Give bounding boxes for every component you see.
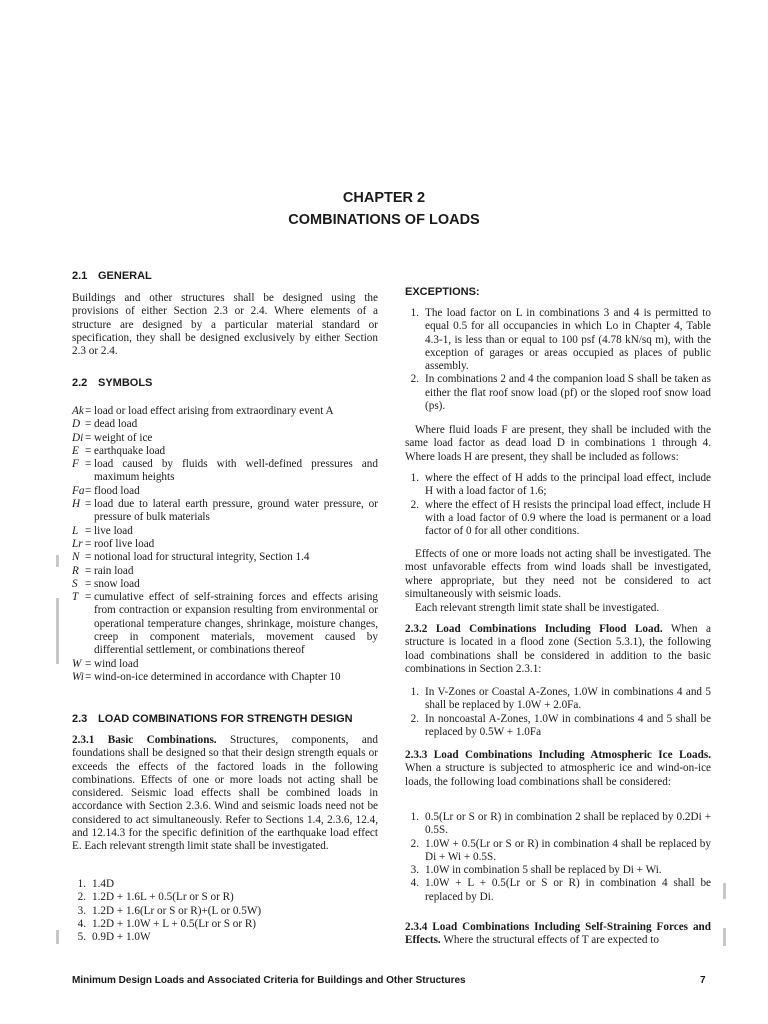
page-number: 7 xyxy=(700,975,706,986)
equals-sign: = xyxy=(85,670,92,683)
h-load-item xyxy=(405,499,711,539)
change-bar xyxy=(56,555,59,567)
ice-list xyxy=(405,811,711,904)
self-straining-heading: 2.3.4 Load Combinations Including Self-Straining Forces and Effects. xyxy=(405,921,711,947)
equals-sign: = xyxy=(85,431,92,444)
equals-sign: = xyxy=(85,537,92,550)
symbol-definition: roof live load xyxy=(94,537,155,550)
each-limit-state-paragraph: Each relevant strength limit state shall be investigated. xyxy=(415,602,660,614)
symbol-definition: load caused by fluids with well-defined pressures and maximum heights xyxy=(94,458,378,484)
list-text: where the effect of H adds to the principal load effect, include H with a load factor of 1.6; xyxy=(425,472,711,498)
list-text: 1.0W + L + 0.5(Lr or S or R) in combination 4 shall be replaced by Di. xyxy=(425,877,711,903)
effects-paragraph: Effects of one or more loads not acting shall be investigated. The most unfavorable effects from wind loads shall be investigated, where appropriate, but they need not be considered to act simultaneously with seismic loads. xyxy=(405,548,711,600)
symbol-row xyxy=(72,525,378,538)
section-2-1-heading: 2.1 GENERAL xyxy=(72,270,152,282)
equals-sign: = xyxy=(85,551,92,564)
list-text: 1.2D + 1.0W + L + 0.5(Lr or S or R) xyxy=(92,917,257,930)
basic-combinations-paragraph xyxy=(72,734,378,854)
list-text: The load factor on L in combinations 3 and 4 is permitted to equal 0.5 for all occupancies in which Lo in Chapter 4, Table 4.3-1, is less than or equal to 100 psf (4.78 kN/sq m), with the exception of garages or areas occupied as places of public assembly. xyxy=(425,307,711,373)
exception-item xyxy=(405,307,711,373)
change-bar xyxy=(723,883,726,899)
combination-list xyxy=(72,878,378,944)
list-text: 1.2D + 1.6(Lr or S or R)+(L or 0.5W) xyxy=(92,904,262,917)
section-2-2-heading: 2.2 SYMBOLS xyxy=(72,377,153,389)
symbol: L xyxy=(72,524,79,537)
general-paragraph: Buildings and other structures shall be designed using the provisions of either Section 2.3 or 2.4. Where elements of a structure are designed by a particular material standard or specification, they shall be designed exclusively by either Section 2.3 or 2.4. xyxy=(72,292,378,358)
equals-sign: = xyxy=(85,657,92,670)
symbol: D xyxy=(72,418,81,431)
list-number: 3. xyxy=(410,864,419,877)
symbol-definition: wind load xyxy=(94,657,139,670)
list-text: In noncoastal A-Zones, 1.0W in combinations 4 and 5 shall be replaced by 0.5W + 1.0Fa xyxy=(425,712,711,738)
symbol-definition: dead load xyxy=(94,418,138,431)
flood-heading: 2.3.2 Load Combinations Including Flood Load. xyxy=(405,623,663,635)
symbol: Di xyxy=(72,431,84,444)
basic-combinations-heading: 2.3.1 Basic Combinations. xyxy=(72,734,217,746)
fluid-paragraph: Where fluid loads F are present, they shall be included with the same load factor as dead load D in combinations 1 through 4. Where loads H are present, they shall be included as follows: xyxy=(405,424,711,463)
symbol: N xyxy=(72,551,80,564)
section-2-3-heading: 2.3 LOAD COMBINATIONS FOR STRENGTH DESIGN xyxy=(72,713,353,725)
change-bar xyxy=(56,598,59,664)
equals-sign: = xyxy=(85,405,92,417)
combination-item xyxy=(72,918,378,931)
symbol-row xyxy=(72,591,378,657)
exception-item xyxy=(405,373,711,413)
exception-list xyxy=(405,307,711,413)
self-straining-paragraph xyxy=(405,921,711,948)
list-text: In V-Zones or Coastal A-Zones, 1.0W in combinations 4 and 5 shall be replaced by 1.0W + 2.0Fa. xyxy=(425,686,711,712)
list-number: 4. xyxy=(77,917,86,930)
symbol-definition: notional load for structural integrity, Section 1.4 xyxy=(94,551,310,564)
combination-item xyxy=(72,931,378,944)
equals-sign: = xyxy=(85,577,92,590)
h-load-item xyxy=(405,472,711,499)
list-text: where the effect of H resists the principal load effect, include H with a load factor of 0.9 where the load is permanent or a load factor of 0 for all other conditions. xyxy=(425,498,711,538)
symbol: H xyxy=(72,498,81,511)
list-number: 2. xyxy=(410,498,419,511)
flood-text: When a structure is located in a flood zone (Section 5.3.1), the following load combinations shall be considered in addition to the basic combinations in Section 2.3.1: xyxy=(405,623,711,675)
ice-paragraph xyxy=(405,749,711,789)
symbol: Fa xyxy=(72,484,85,497)
list-text: 0.9D + 1.0W xyxy=(92,931,151,944)
flood-item xyxy=(405,713,711,740)
list-text: 1.2D + 1.6L + 0.5(Lr or S or R) xyxy=(92,891,234,904)
list-number: 5. xyxy=(77,931,86,944)
symbol-row xyxy=(72,432,378,445)
equals-sign: = xyxy=(85,564,92,577)
symbol-row xyxy=(72,418,378,431)
symbol-row xyxy=(72,485,378,498)
symbol-list xyxy=(72,405,378,684)
symbol-definition: snow load xyxy=(94,577,140,590)
ice-heading: 2.3.3 Load Combinations Including Atmospheric Ice Loads. xyxy=(405,749,711,761)
ice-item xyxy=(405,877,711,904)
symbol-definition: flood load xyxy=(94,484,140,497)
h-load-list xyxy=(405,472,711,538)
chapter-title: COMBINATIONS OF LOADS xyxy=(288,212,480,228)
self-straining-text: Where the structural effects of T are expected to xyxy=(443,934,659,947)
ice-item xyxy=(405,838,711,865)
flood-paragraph xyxy=(405,623,711,676)
list-number: 2. xyxy=(410,373,419,386)
equals-sign: = xyxy=(85,444,92,457)
symbol: F xyxy=(72,458,79,471)
equals-sign: = xyxy=(85,591,92,604)
combination-item xyxy=(72,891,378,904)
equals-sign: = xyxy=(85,498,92,511)
symbol-row xyxy=(72,445,378,458)
symbol-definition: live load xyxy=(94,524,133,537)
equals-sign: = xyxy=(85,484,92,497)
symbol: E xyxy=(72,444,79,457)
flood-item xyxy=(405,686,711,713)
list-number: 1. xyxy=(410,307,419,319)
symbol-row xyxy=(72,458,378,485)
symbol-definition: earthquake load xyxy=(94,444,166,457)
list-number: 2. xyxy=(77,891,86,904)
list-text: In combinations 2 and 4 the companion load S shall be taken as either the flat roof snow load (pf) or the sloped roof snow load (ps). xyxy=(425,373,711,413)
ice-item xyxy=(405,864,711,877)
symbol-row xyxy=(72,565,378,578)
list-text: 1.0W in combination 5 shall be replaced by Di + Wi. xyxy=(425,864,662,877)
symbol: S xyxy=(72,577,78,590)
equals-sign: = xyxy=(85,524,92,537)
list-text: 1.0W + 0.5(Lr or S or R) in combination 4 shall be replaced by Di + Wi + 0.5S. xyxy=(425,837,711,863)
list-text: 0.5(Lr or S or R) in combination 2 shall be replaced by 0.2Di + 0.5S. xyxy=(425,811,711,837)
change-bar xyxy=(723,928,726,946)
flood-list xyxy=(405,686,711,739)
equals-sign: = xyxy=(85,458,92,471)
list-number: 1. xyxy=(410,686,419,698)
footer-title: Minimum Design Loads and Associated Criteria for Buildings and Other Structures xyxy=(72,975,466,986)
symbol: Lr xyxy=(72,537,83,550)
symbol-row xyxy=(72,658,378,671)
symbol-definition: cumulative effect of self-straining forces and effects arising from contraction or expansion resulting from environmental or operational temperature changes, shrinkage, moisture changes, creep in component materials, movement caused by differential settlement, or combinations thereof xyxy=(94,591,378,657)
symbol: Wi xyxy=(72,670,84,683)
list-number: 3. xyxy=(77,904,86,917)
list-number: 2. xyxy=(410,837,419,850)
symbol: Ak xyxy=(72,405,84,417)
symbol-definition: wind-on-ice determined in accordance with Chapter 10 xyxy=(94,670,341,683)
symbol: R xyxy=(72,564,79,577)
symbol-row xyxy=(72,578,378,591)
symbol-row xyxy=(72,538,378,551)
symbol-row xyxy=(72,405,378,418)
list-text: 1.4D xyxy=(92,878,115,890)
list-number: 1. xyxy=(410,472,419,484)
exceptions-heading: EXCEPTIONS: xyxy=(405,286,480,298)
change-bar xyxy=(56,930,59,944)
basic-combinations-text: Structures, components, and foundations shall be designed so that their design strength equals or exceeds the effects of the factored loads in the following combinations. Effects of one or more loads not acting shall be considered. Seismic load effects shall be combined loads in accordance with Section 2.3.6. Wind and seismic loads need not be considered to act simultaneously. Refer to Sections 1.4, 2.3.6, 12.4, and 12.14.3 for the specific definition of the earthquake load effect E. Each relevant strength limit state shall be investigated. xyxy=(72,734,378,853)
symbol-definition: load or load effect arising from extraordinary event A xyxy=(94,405,334,417)
list-number: 1. xyxy=(77,878,86,890)
ice-text: When a structure is subjected to atmospheric ice and wind-on-ice loads, the following load combinations shall be considered: xyxy=(405,762,711,788)
symbol: W xyxy=(72,657,82,670)
chapter-number: CHAPTER 2 xyxy=(342,190,426,206)
ice-item xyxy=(405,811,711,838)
equals-sign: = xyxy=(85,418,92,431)
combination-item xyxy=(72,905,378,918)
symbol-definition: load due to lateral earth pressure, ground water pressure, or pressure of bulk materials xyxy=(94,498,378,524)
symbol-row xyxy=(72,671,378,684)
symbol-definition: weight of ice xyxy=(94,431,153,444)
symbol-row xyxy=(72,551,378,564)
list-number: 4. xyxy=(410,877,419,890)
list-number: 2. xyxy=(410,712,419,725)
symbol: T xyxy=(72,591,79,604)
symbol-definition: rain load xyxy=(94,564,134,577)
combination-item xyxy=(72,878,378,891)
list-number: 1. xyxy=(410,811,419,823)
symbol-row xyxy=(72,498,378,525)
